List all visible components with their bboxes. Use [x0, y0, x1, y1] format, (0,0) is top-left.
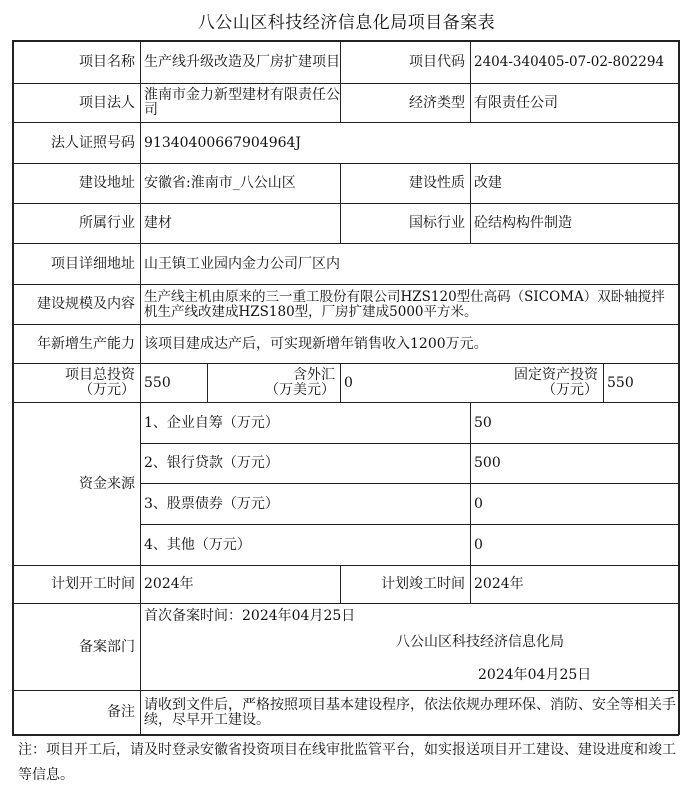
capacity-label: 年新增生产能力: [37, 335, 135, 352]
location-value: 安徽省:淮南市_八公山区: [144, 175, 296, 191]
filing-dept-label: 备案部门: [79, 638, 135, 655]
fixed-assets-label-line2: （万元）: [542, 382, 598, 398]
total-investment-label: [12, 364, 140, 402]
funding-item-label: 1、企业自筹（万元）: [144, 414, 279, 431]
project-name-label: 项目名称: [79, 53, 135, 70]
funding-item-value: 0: [474, 495, 483, 512]
project-code-value: 2404-340405-07-02-802294: [474, 53, 665, 70]
fixed-assets-label: [470, 364, 603, 402]
location-label: 建设地址: [79, 175, 135, 191]
forex-label-line1: 含外汇: [293, 367, 335, 383]
funding-item-value: 500: [474, 455, 501, 471]
legal-person-value: 淮南市金力新型建材有限责任公司: [144, 87, 340, 118]
industry-value: 建材: [144, 215, 172, 231]
scale-label: 建设规模及内容: [37, 296, 135, 312]
funding-item-value: 50: [474, 414, 492, 431]
finish-time-label: 计划竣工时间: [381, 576, 465, 592]
form-title: 八公山区科技经济信息化局项目备案表: [197, 13, 496, 33]
nature-value: 改建: [474, 175, 502, 191]
license-no-value: 91340400667904964J: [144, 134, 302, 151]
national-industry-value: 砼结构构件制造: [474, 215, 572, 231]
start-time-label: 计划开工时间: [51, 576, 135, 592]
total-investment-label-line1: 项目总投资: [65, 367, 135, 383]
funding-item-label: 4、其他（万元）: [144, 536, 251, 553]
project-code-label: 项目代码: [409, 53, 465, 70]
filing-first-time: 首次备案时间：2024年04月25日: [144, 607, 356, 624]
fixed-assets-value: 550: [607, 374, 634, 391]
funding-item-label: 2、银行贷款（万元）: [144, 455, 279, 471]
funding-item-value: 0: [474, 536, 483, 553]
filing-org: 八公山区科技经济信息化局: [396, 633, 564, 650]
detail-address-value: 山王镇工业园内金力公司厂区内: [144, 255, 340, 272]
scale-value: 生产线主机由原来的三一重工股份有限公司HZS120型仕高码（SICOMA）双卧轴搅拌机生产线改建成HZS180型，厂房扩建成5000平方米。: [144, 288, 665, 320]
remarks-value: 请收到文件后，严格按照项目基本建设程序，依法依规办理环保、消防、安全等相关手续，尽早开工建设。: [144, 696, 676, 728]
capacity-value: 该项目建成达产后，可实现新增年销售收入1200万元。: [144, 335, 488, 352]
finish-time-value: 2024年: [474, 576, 524, 592]
remarks-label: 备注: [107, 704, 135, 720]
forex-value: 0: [344, 374, 353, 391]
nature-label: 建设性质: [409, 175, 465, 191]
funding-label: 资金来源: [79, 475, 135, 492]
economic-type-value: 有限责任公司: [474, 94, 558, 111]
legal-person-label: 项目法人: [79, 94, 135, 111]
filing-date: 2024年04月25日: [478, 666, 592, 683]
economic-type-label: 经济类型: [409, 94, 465, 111]
detail-address-label: 项目详细地址: [51, 255, 135, 272]
fixed-assets-label-line1: 固定资产投资: [514, 367, 598, 383]
funding-item-label: 3、股票债券（万元）: [144, 495, 279, 512]
start-time-value: 2024年: [144, 576, 194, 592]
footnote: 注：项目开工后，请及时登录安徽省投资项目在线审批监管平台，如实报送项目开工建设、建设进度和竣工等信息。: [18, 742, 676, 783]
total-investment-value: 550: [144, 374, 171, 391]
license-no-label: 法人证照号码: [51, 134, 135, 151]
national-industry-label: 国标行业: [409, 215, 465, 231]
forex-label-line2: （万美元）: [265, 382, 335, 398]
total-investment-label-line2: （万元）: [79, 382, 135, 398]
project-name-value: 生产线升级改造及厂房扩建项目: [144, 53, 340, 70]
industry-label: 所属行业: [79, 215, 135, 231]
forex-label: [208, 364, 340, 402]
